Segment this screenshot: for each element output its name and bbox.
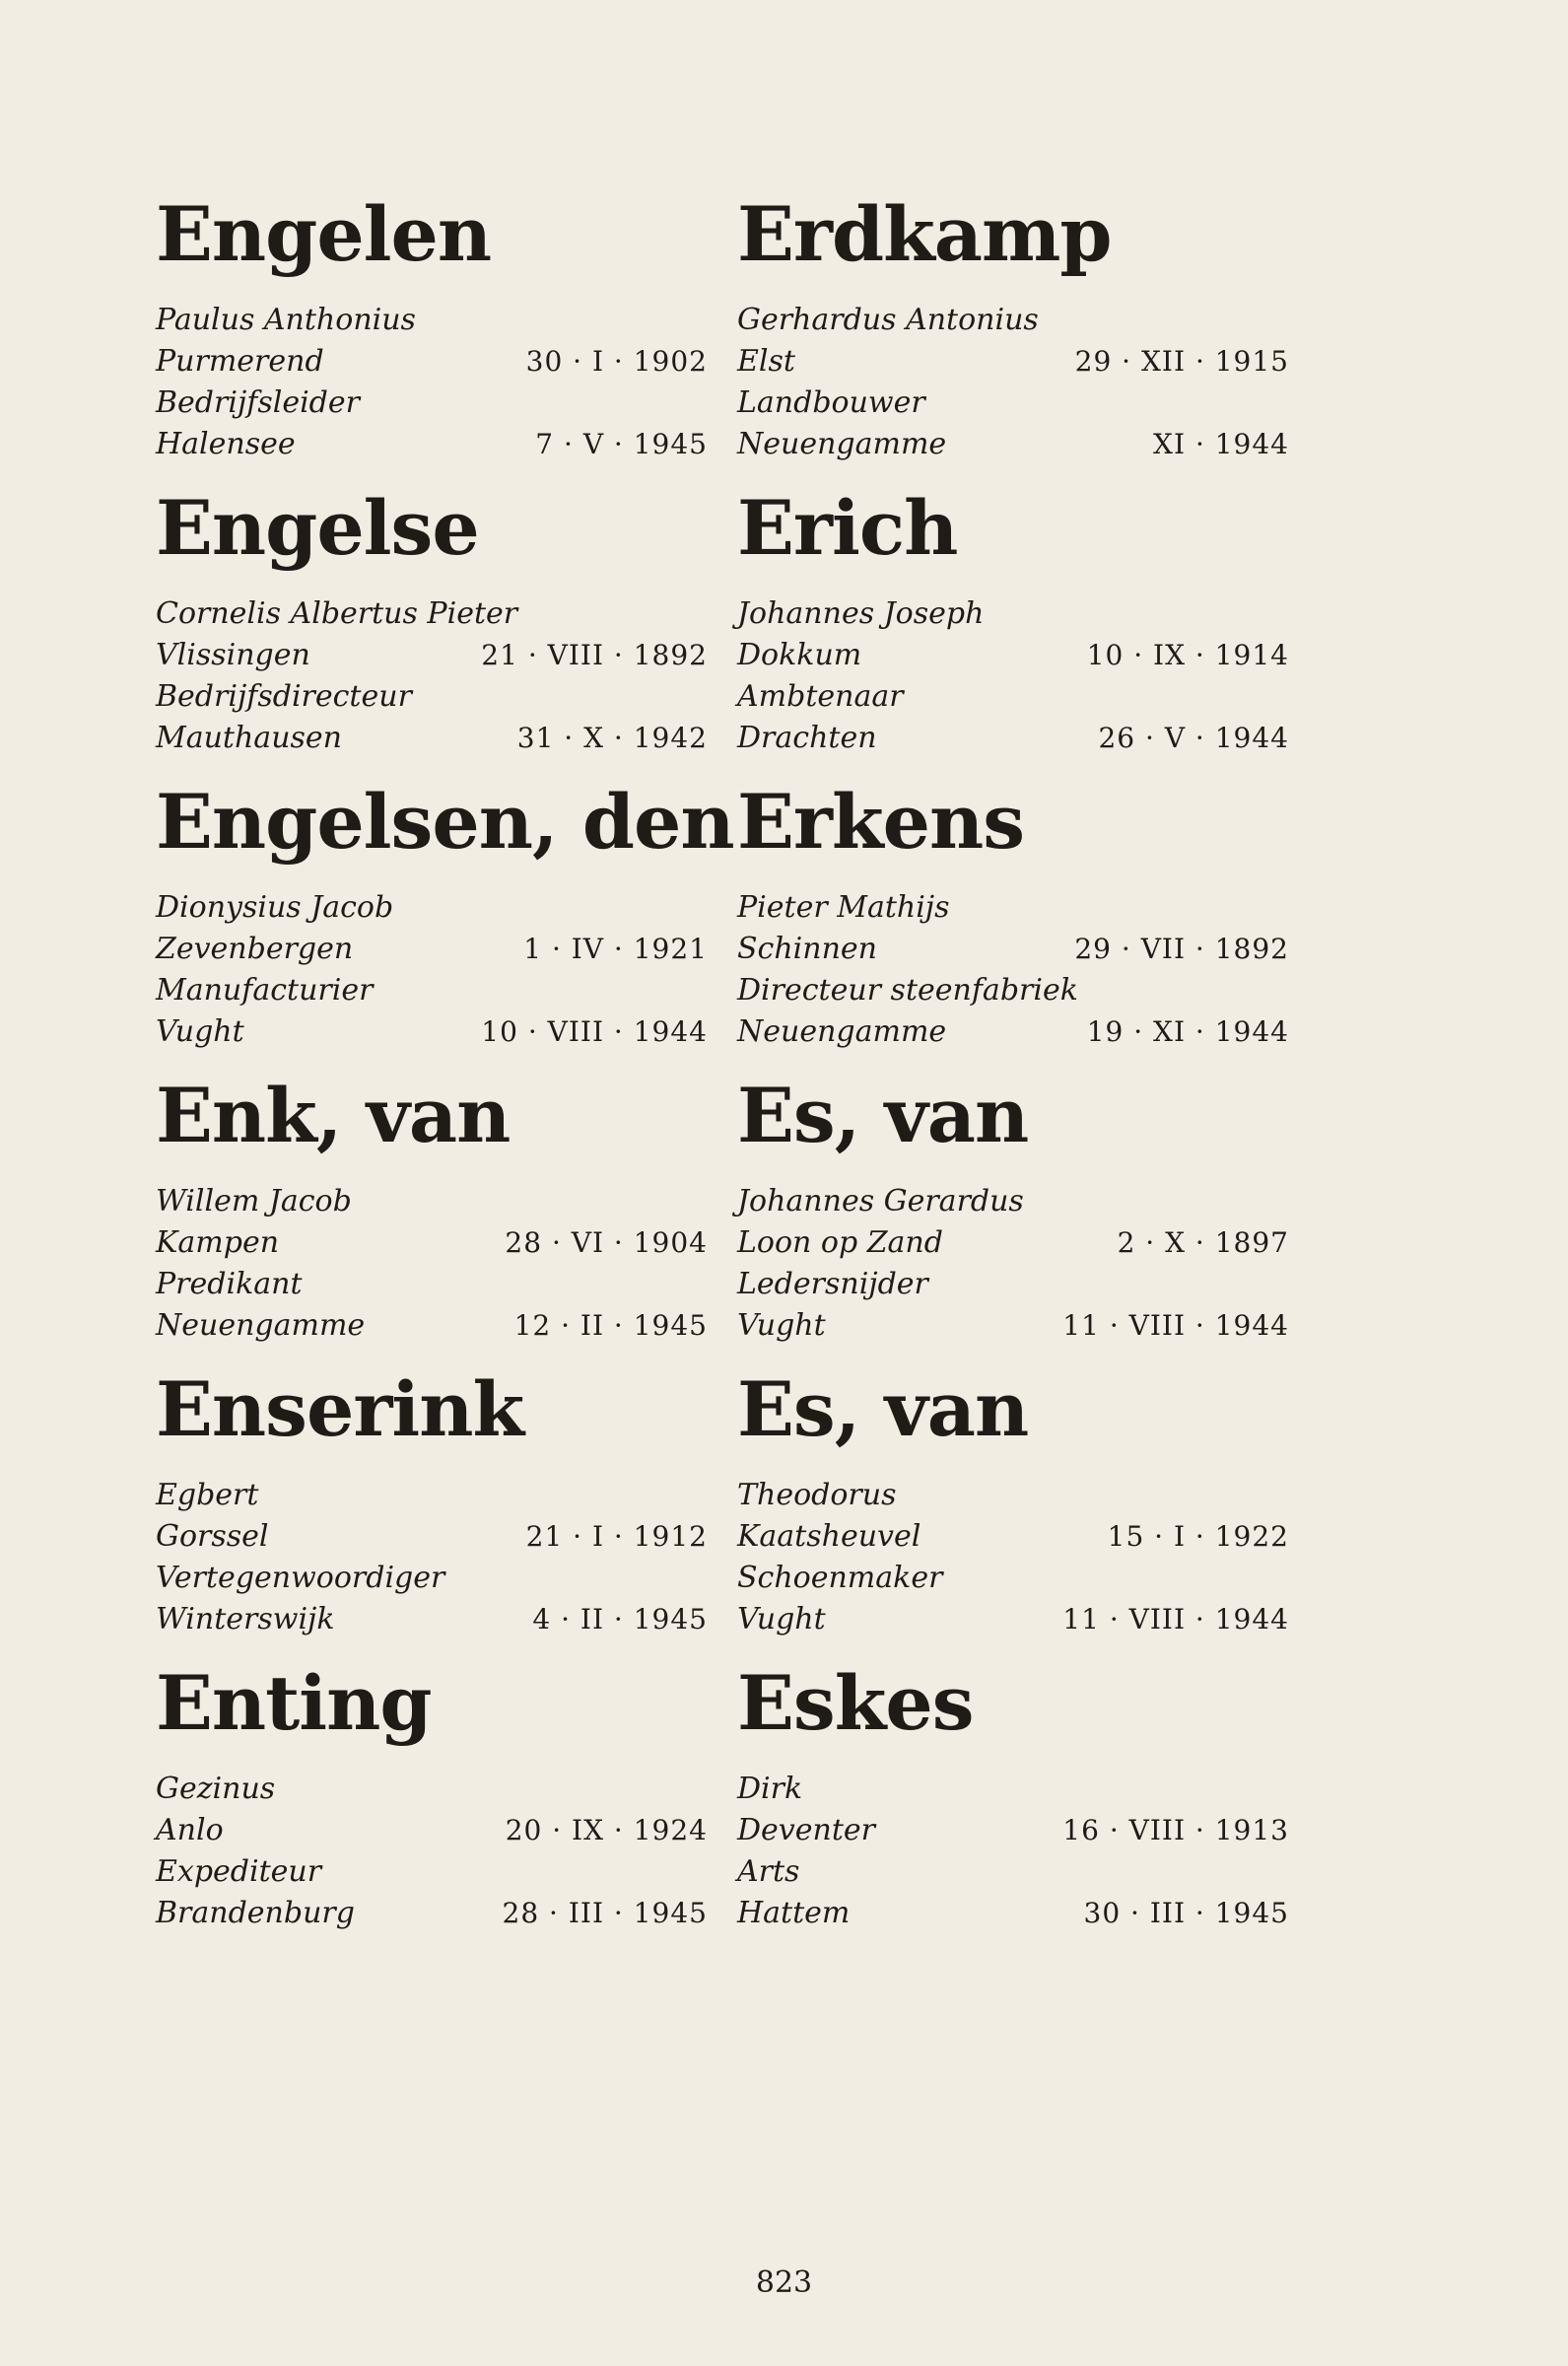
entry: [737, 1072, 1289, 1372]
occupation: Vertegenwoordiger: [156, 1561, 445, 1595]
given-names: Theodorus: [737, 1478, 897, 1512]
death-line: [156, 1011, 708, 1053]
occupation: Manufacturier: [156, 973, 374, 1008]
entry: [737, 1365, 1289, 1666]
death-line: [156, 424, 708, 465]
birth-date: 30 · I · 1902: [525, 345, 708, 378]
surname: Engelen: [156, 190, 492, 278]
birth-line: [737, 341, 1289, 383]
death-date: 26 · V · 1944: [1098, 722, 1289, 754]
birthplace: Zevenbergen: [156, 932, 354, 966]
occupation: Arts: [737, 1854, 800, 1889]
death-line: [737, 1599, 1289, 1640]
death-date: 30 · III · 1945: [1083, 1897, 1289, 1929]
birth-date: 29 · XII · 1915: [1074, 345, 1289, 378]
birth-date: 15 · I · 1922: [1107, 1520, 1289, 1553]
birth-date: 1 · IV · 1921: [523, 933, 708, 965]
given-names: Willem Jacob: [156, 1184, 352, 1218]
entry: [737, 484, 1289, 785]
entry: [737, 1659, 1289, 1960]
birth-line: [737, 1516, 1289, 1558]
birth-date: 21 · I · 1912: [525, 1520, 708, 1553]
death-date: 28 · III · 1945: [502, 1897, 708, 1929]
death-date: 12 · II · 1945: [513, 1309, 708, 1342]
death-line: [737, 1305, 1289, 1347]
death-date: 11 · VIII · 1944: [1062, 1309, 1289, 1342]
given-names: Gezinus: [156, 1772, 276, 1806]
birthplace: Loon op Zand: [737, 1225, 943, 1260]
birthplace: Anlo: [156, 1813, 224, 1847]
right-column: [737, 190, 1289, 1960]
death-place: Brandenburg: [156, 1896, 355, 1930]
death-place: Neuengamme: [156, 1308, 366, 1343]
occupation: Ambtenaar: [737, 679, 904, 714]
surname: Enk, van: [156, 1072, 511, 1159]
death-line: [156, 1599, 708, 1640]
birth-date: 10 · IX · 1914: [1086, 639, 1289, 671]
death-line: [737, 1893, 1289, 1934]
surname: Engelsen, den: [156, 778, 734, 866]
surname: Es, van: [737, 1365, 1029, 1453]
birth-date: 2 · X · 1897: [1117, 1226, 1289, 1259]
death-place: Winterswijk: [156, 1602, 335, 1636]
surname: Erdkamp: [737, 190, 1112, 278]
page-number: 823: [755, 2265, 813, 2300]
occupation: Bedrijfsdirecteur: [156, 679, 412, 714]
death-line: [737, 718, 1289, 759]
birth-line: [156, 1516, 708, 1558]
left-column: [156, 190, 734, 1960]
death-date: 4 · II · 1945: [532, 1603, 708, 1635]
given-names: Johannes Gerardus: [737, 1184, 1024, 1218]
death-line: [737, 424, 1289, 465]
given-names: Cornelis Albertus Pieter: [156, 596, 518, 631]
birth-line: [737, 929, 1289, 970]
death-line: [156, 718, 708, 759]
entry: [156, 190, 708, 491]
given-names: Dirk: [737, 1772, 803, 1806]
entry: [156, 778, 734, 1079]
birthplace: Vlissingen: [156, 638, 310, 672]
birth-date: 20 · IX · 1924: [505, 1814, 708, 1846]
death-place: Drachten: [737, 721, 877, 755]
birth-line: [156, 1222, 708, 1264]
entry: [156, 1072, 708, 1372]
given-names: Dionysius Jacob: [156, 890, 394, 925]
death-date: 7 · V · 1945: [535, 428, 708, 460]
birth-date: 29 · VII · 1892: [1074, 933, 1289, 965]
death-date: 11 · VIII · 1944: [1062, 1603, 1289, 1635]
death-place: Neuengamme: [737, 1014, 947, 1049]
birthplace: Dokkum: [737, 638, 862, 672]
occupation: Schoenmaker: [737, 1561, 943, 1595]
occupation: Bedrijfsleider: [156, 385, 360, 420]
entry: [737, 190, 1289, 491]
occupation: Ledersnijder: [737, 1267, 928, 1301]
birthplace: Kaatsheuvel: [737, 1519, 921, 1554]
surname: Enserink: [156, 1365, 524, 1453]
death-place: Halensee: [156, 427, 296, 461]
surname: Engelse: [156, 484, 479, 572]
birth-line: [156, 341, 708, 383]
birth-line: [156, 635, 708, 676]
birth-date: 16 · VIII · 1913: [1062, 1814, 1289, 1846]
birthplace: Elst: [737, 344, 795, 379]
birth-line: [737, 635, 1289, 676]
surname: Erich: [737, 484, 958, 572]
surname: Erkens: [737, 778, 1025, 866]
entry: [737, 778, 1289, 1079]
occupation: Predikant: [156, 1267, 303, 1301]
occupation: Directeur steenfabriek: [737, 973, 1078, 1008]
birth-line: [737, 1810, 1289, 1851]
birth-date: 21 · VIII · 1892: [481, 639, 708, 671]
entry: [156, 1365, 708, 1666]
death-place: Mauthausen: [156, 721, 342, 755]
surname: Es, van: [737, 1072, 1029, 1159]
entry: [156, 484, 708, 785]
occupation: Expediteur: [156, 1854, 322, 1889]
birthplace: Deventer: [737, 1813, 875, 1847]
death-place: Hattem: [737, 1896, 851, 1930]
entry: [156, 1659, 708, 1960]
death-date: 10 · VIII · 1944: [481, 1015, 708, 1048]
surname: Enting: [156, 1659, 432, 1747]
death-date: 31 · X · 1942: [516, 722, 708, 754]
death-place: Vught: [737, 1308, 826, 1343]
given-names: Egbert: [156, 1478, 259, 1512]
death-place: Vught: [737, 1602, 826, 1636]
birthplace: Schinnen: [737, 932, 877, 966]
birthplace: Purmerend: [156, 344, 324, 379]
death-place: Neuengamme: [737, 427, 947, 461]
death-line: [737, 1011, 1289, 1053]
given-names: Johannes Joseph: [737, 596, 985, 631]
birthplace: Kampen: [156, 1225, 280, 1260]
occupation: Landbouwer: [737, 385, 925, 420]
birth-line: [156, 1810, 708, 1851]
death-line: [156, 1305, 708, 1347]
death-date: 19 · XI · 1944: [1086, 1015, 1289, 1048]
birth-line: [156, 929, 708, 970]
given-names: Gerhardus Antonius: [737, 303, 1039, 337]
death-place: Vught: [156, 1014, 244, 1049]
birth-date: 28 · VI · 1904: [505, 1226, 708, 1259]
surname: Eskes: [737, 1659, 974, 1747]
birthplace: Gorssel: [156, 1519, 269, 1554]
given-names: Paulus Anthonius: [156, 303, 416, 337]
death-line: [156, 1893, 708, 1934]
birth-line: [737, 1222, 1289, 1264]
given-names: Pieter Mathijs: [737, 890, 950, 925]
death-date: XI · 1944: [1153, 428, 1289, 460]
